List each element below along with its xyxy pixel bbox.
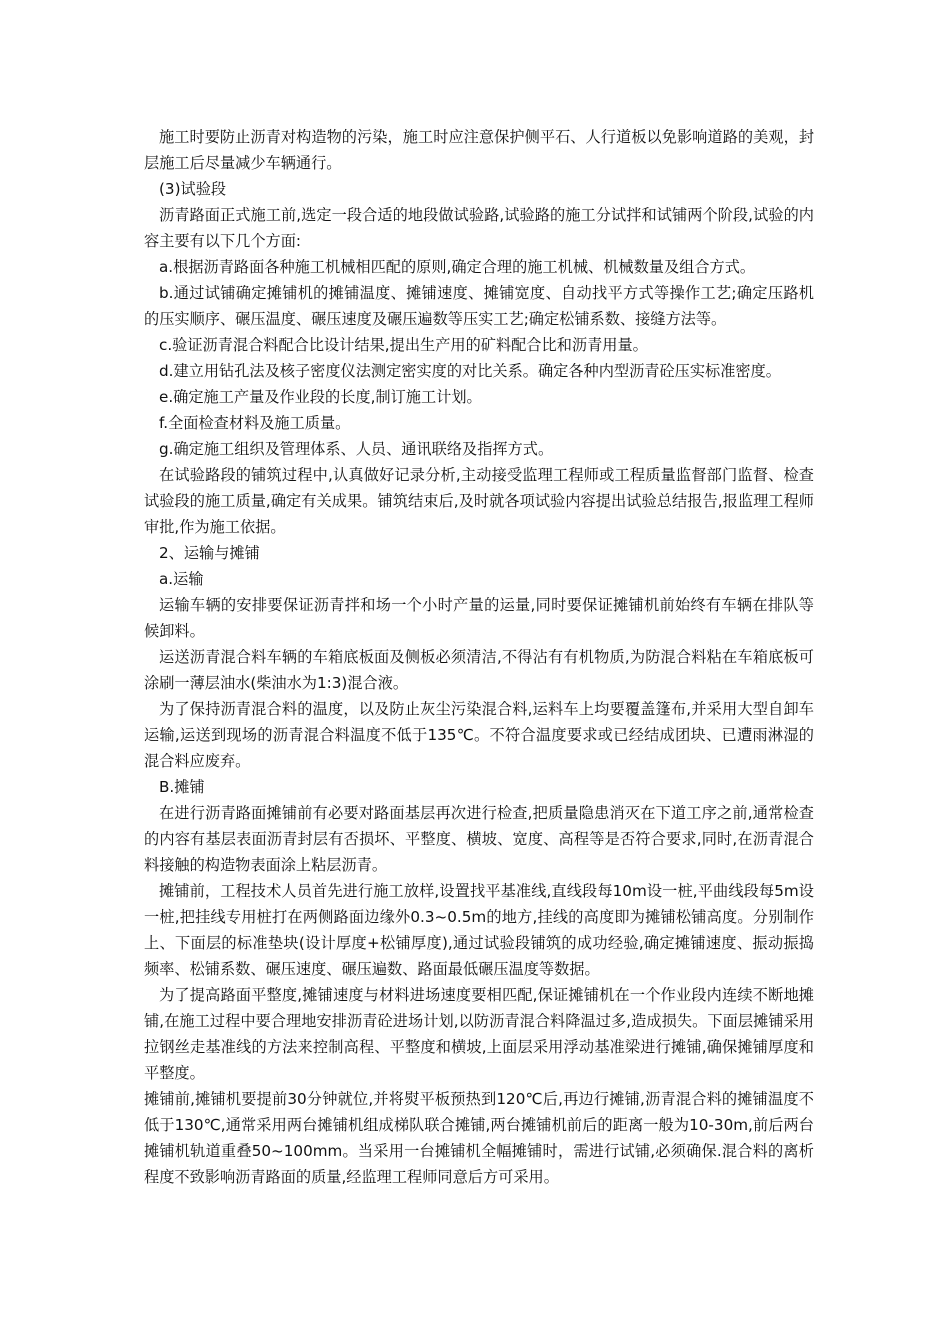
paragraph-4: 运输车辆的安排要保证沥青拌和场一个小时产量的运量,同时要保证摊铺机前始终有车辆在排队等候卸料。	[144, 596, 814, 640]
heading-test-section: (3)试验段	[159, 180, 227, 198]
paragraph-7: 在进行沥青路面摊铺前有必要对路面基层再次进行检查,把质量隐患消灭在下道工序之前,通常检查的内容有基层表面沥青封层有否损坏、平整度、横坡、宽度、高程等是否符合要求,同时,在沥青混合料接触的构造物表面涂上粘层沥青。	[144, 804, 814, 874]
heading-transport-paving: 2、运输与摊铺	[159, 544, 260, 562]
heading-transport: a.运输	[159, 570, 204, 588]
document-body	[144, 124, 814, 1190]
list-item-g: g.确定施工组织及管理体系、人员、通讯联络及指挥方式。	[159, 440, 554, 458]
paragraph-3: 在试验路段的铺筑过程中,认真做好记录分析,主动接受监理工程师或工程质量监督部门监督、检查试验段的施工质量,确定有关成果。铺筑结束后,及时就各项试验内容提出试验总结报告,报监理工程师审批,作为施工依据。	[144, 466, 814, 536]
paragraph-6: 为了保持沥青混合料的温度，以及防止灰尘污染混合料,运料车上均要覆盖篷布,并采用大型自卸车运输,运送到现场的沥青混合料温度不低于135℃。不符合温度要求或已经结成团块、已遭雨淋湿的混合料应废弃。	[144, 700, 814, 770]
list-item-e: e.确定施工产量及作业段的长度,制订施工计划。	[159, 388, 482, 406]
list-item-c: c.验证沥青混合料配合比设计结果,提出生产用的矿料配合比和沥青用量。	[159, 336, 648, 354]
paragraph-2: 沥青路面正式施工前,选定一段合适的地段做试验路,试验路的施工分试拌和试铺两个阶段,试验的内容主要有以下几个方面:	[144, 206, 814, 250]
paragraph-5: 运送沥青混合料车辆的车箱底板面及侧板必须清洁,不得沾有有机物质,为防混合料粘在车箱底板可涂刷一薄层油水(柴油水为1:3)混合液。	[144, 648, 814, 692]
list-item-b: b.通过试铺确定摊铺机的摊铺温度、摊铺速度、摊铺宽度、自动找平方式等操作工艺;确定压路机的压实顺序、碾压温度、碾压速度及碾压遍数等压实工艺;确定松铺系数、接缝方法等。	[144, 284, 814, 328]
list-item-f: f.全面检查材料及施工质量。	[159, 414, 351, 432]
heading-paving: B.摊铺	[159, 778, 205, 796]
list-item-a: a.根据沥青路面各种施工机械相匹配的原则,确定合理的施工机械、机械数量及组合方式。	[159, 258, 756, 276]
paragraph-8: 摊铺前，工程技术人员首先进行施工放样,设置找平基准线,直线段每10m设一桩,平曲线段每5m设一桩,把挂线专用桩打在两侧路面边缘外0.3~0.5m的地方,挂线的高度即为摊铺松铺高度。分别制作上、下面层的标准垫块(设计厚度+松铺厚度),通过试验段铺筑的成功经验,确定摊铺速度、振动振捣频率、松铺系数、碾压速度、碾压遍数、路面最低碾压温度等数据。	[144, 882, 814, 978]
paragraph-10: 摊铺前,摊铺机要提前30分钟就位,并将熨平板预热到120℃后,再边行摊铺,沥青混合料的摊铺温度不低于130℃,通常采用两台摊铺机组成梯队联合摊铺,两台摊铺机前后的距离一般为10-30m,前后两台摊铺机轨道重叠50~100mm。当采用一台摊铺机全幅摊铺时，需进行试铺,必须确保.混合料的离析程度不致影响沥青路面的质量,经监理工程师同意后方可采用。	[144, 1090, 814, 1186]
list-item-d: d.建立用钻孔法及核子密度仪法测定密实度的对比关系。确定各种内型沥青砼压实标准密度。	[159, 362, 781, 380]
paragraph-9: 为了提高路面平整度,摊铺速度与材料进场速度要相匹配,保证摊铺机在一个作业段内连续不断地摊铺,在施工过程中要合理地安排沥青砼进场计划,以防沥青混合料降温过多,造成损失。下面层摊铺采用拉钢丝走基准线的方法来控制高程、平整度和横坡,上面层采用浮动基准梁进行摊铺,确保摊铺厚度和平整度。	[144, 986, 814, 1082]
paragraph-1: 施工时要防止沥青对构造物的污染，施工时应注意保护侧平石、人行道板以免影响道路的美观，封层施工后尽量减少车辆通行。	[144, 128, 814, 172]
